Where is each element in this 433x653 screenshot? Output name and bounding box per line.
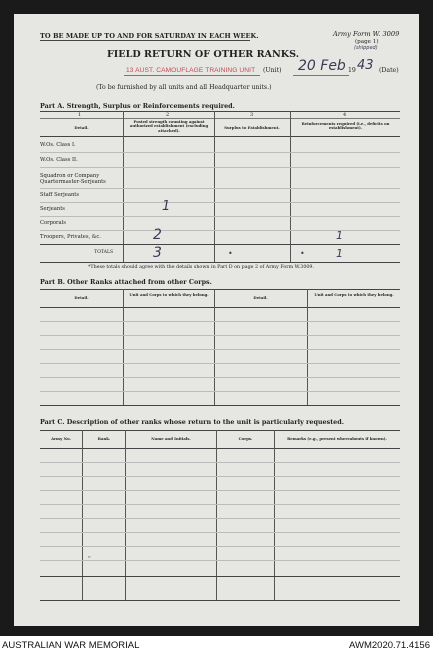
year-prefix: 19	[348, 67, 356, 74]
troopers-posted-value: 2	[153, 227, 162, 243]
part-a-row-rule	[40, 152, 400, 153]
part-c-header-name: Name and Initials.	[151, 436, 191, 441]
part-c-header-remarks: Remarks (e.g., present whereabouts if known).	[287, 436, 387, 441]
part-a-totals-rule	[40, 244, 400, 245]
part-a-col-divider-1	[123, 111, 124, 263]
page-note: (page 1)	[355, 39, 379, 45]
archive-caption-right: AWM2020.71.4156	[349, 640, 430, 651]
totals-label: TOTALS	[94, 250, 114, 255]
unit-stamp: 13 AUST. CAMOUFLAGE TRAINING UNIT	[126, 67, 256, 74]
part-a-colnum-4: 4	[343, 112, 347, 118]
part-c-header-rule	[40, 448, 400, 449]
part-b-header-detail-1: Detail.	[74, 295, 89, 300]
part-c-header-rank: Rank.	[97, 436, 111, 441]
part-b-header-unit-1: Unit and Corps to which they belong.	[129, 292, 209, 297]
date-underline	[293, 75, 349, 76]
form-reference: Army Form W. 3009	[333, 30, 400, 38]
part-c-row-rule	[40, 532, 400, 533]
part-c-top-rule	[40, 430, 400, 431]
archive-caption-left: AUSTRALIAN WAR MEMORIAL	[2, 640, 140, 651]
part-a-row-rule	[40, 230, 400, 231]
part-a-colnum-1: 1	[78, 112, 82, 118]
part-c-stray-mark: "	[88, 556, 91, 563]
part-a-bottom-rule	[40, 262, 400, 263]
form-title: FIELD RETURN OF OTHER RANKS.	[107, 49, 300, 60]
row-label-corporals: Corporals	[40, 220, 66, 226]
part-c-row-rule	[40, 560, 400, 561]
part-b-row-rule	[40, 321, 400, 322]
part-a-header-detail: Detail.	[74, 125, 89, 130]
handwritten-year: 43	[357, 58, 374, 73]
part-b-col-divider-1	[123, 289, 124, 405]
part-a-header-reinforcements: Reinforcements required (i.e., deficits on establishment).	[301, 121, 390, 131]
row-label-staff-serjeants: Staff Serjeants	[40, 192, 80, 198]
part-c-bottom-rule	[40, 600, 400, 601]
part-c-col-divider-2	[125, 430, 126, 600]
part-c-row-rule	[40, 546, 400, 547]
part-b-heading: Part B. Other Ranks attached from other Corps.	[40, 278, 212, 286]
totals-bullet-mark: •	[300, 249, 305, 258]
part-c-header-corps: Corps.	[238, 436, 253, 441]
row-label-cqms: Squadron or Company Quartermaster-Serjeants	[40, 173, 106, 185]
part-b-col-divider-3	[307, 289, 308, 405]
part-a-row-rule	[40, 202, 400, 203]
part-c-col-divider-4	[274, 430, 275, 600]
part-c-col-divider-3	[216, 430, 217, 600]
part-c-row-rule	[40, 462, 400, 463]
part-b-header-rule	[40, 307, 400, 308]
part-a-number-rule	[40, 118, 400, 119]
part-a-col-divider-3	[290, 111, 291, 263]
totals-surplus-value: •	[228, 249, 233, 258]
handwritten-reference: (shipped)	[354, 45, 378, 51]
part-c-lower-rule	[40, 576, 400, 577]
part-b-row-rule	[40, 363, 400, 364]
serjeants-posted-value: 1	[162, 199, 171, 214]
troopers-reinforcements-value: 1	[336, 229, 343, 242]
row-label-serjeants: Serjeants	[40, 206, 65, 212]
part-a-footnote: *These totals should agree with the details shown in Part D on page 2 of Army Form W.3009.	[88, 265, 315, 270]
part-b-row-rule	[40, 391, 400, 392]
top-instruction-underline	[40, 40, 250, 41]
part-a-header-rule	[40, 136, 400, 137]
row-label-wo-class-2: W.Os. Class II.	[40, 157, 78, 163]
part-a-row-rule	[40, 167, 400, 168]
part-b-header-detail-2: Detail.	[253, 295, 268, 300]
part-c-row-rule	[40, 476, 400, 477]
part-b-col-divider-2	[214, 289, 215, 405]
part-c-heading: Part C. Description of other ranks whose return to the unit is particularly requested.	[40, 418, 344, 426]
part-b-row-rule	[40, 377, 400, 378]
part-c-header-army-no: Army No.	[51, 436, 71, 441]
part-a-row-rule	[40, 188, 400, 189]
part-b-bottom-rule	[40, 405, 400, 406]
unit-underline	[124, 75, 260, 76]
totals-posted-value: 3	[153, 245, 162, 261]
part-a-header-posted: Posted strength counting against authorized establishment (excluding attached).	[129, 119, 209, 133]
part-a-col-divider-2	[214, 111, 215, 263]
handwritten-date: 20 Feb	[298, 58, 346, 74]
part-c-row-rule	[40, 518, 400, 519]
document-page	[14, 14, 419, 626]
furnish-note: (To be furnished by all units and all Headquarter units.)	[96, 84, 272, 91]
part-a-row-rule	[40, 216, 400, 217]
date-label: (Date)	[379, 67, 399, 74]
totals-reinforcements-value: 1	[336, 247, 343, 260]
part-b-row-rule	[40, 335, 400, 336]
row-label-troopers: Troopers, Privates, &c.	[40, 234, 101, 240]
part-b-row-rule	[40, 349, 400, 350]
part-a-colnum-3: 3	[250, 112, 254, 118]
part-a-header-surplus: Surplus to Establishment.	[224, 125, 280, 130]
part-b-top-rule	[40, 289, 400, 290]
unit-label: (Unit)	[263, 67, 282, 74]
part-a-heading: Part A. Strength, Surplus or Reinforcements required.	[40, 102, 235, 110]
row-label-wo-class-1: W.Os. Class I.	[40, 142, 76, 148]
part-c-row-rule	[40, 490, 400, 491]
part-b-header-unit-2: Unit and Corps to which they belong.	[314, 292, 394, 297]
top-instruction: TO BE MADE UP TO AND FOR SATURDAY IN EACH WEEK.	[40, 32, 259, 40]
part-a-colnum-2: 2	[166, 112, 170, 118]
part-c-row-rule	[40, 504, 400, 505]
part-c-col-divider-1	[82, 430, 83, 600]
